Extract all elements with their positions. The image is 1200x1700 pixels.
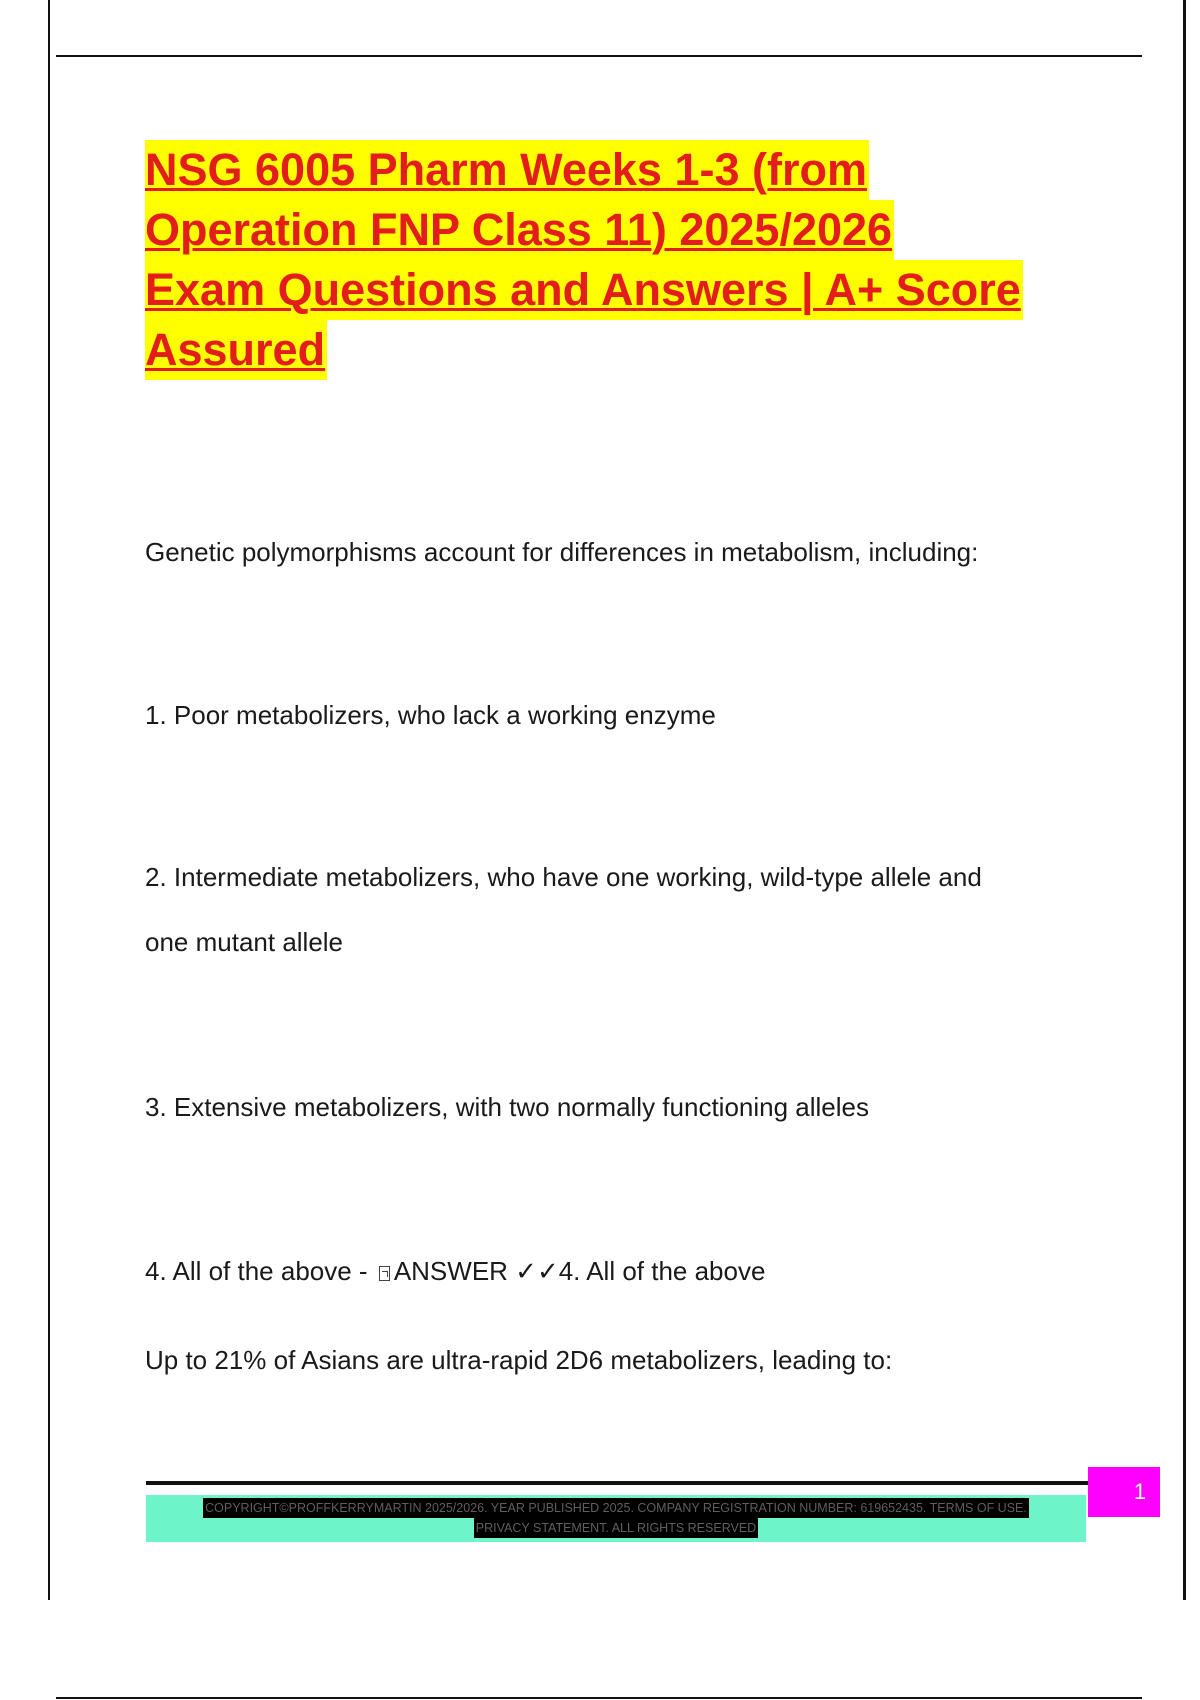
answer-option-2: 2. Intermediate metabolizers, who have one working, wild-type allele and (145, 862, 982, 892)
missing-glyph-icon (379, 1266, 390, 1281)
title-line: Assured (145, 320, 327, 380)
page-border-left (48, 0, 50, 1600)
answer-option-3: 3. Extensive metabolizers, with two normally functioning alleles (145, 1092, 870, 1122)
header-rule (56, 55, 1142, 57)
title-line: Exam Questions and Answers | A+ Score (145, 260, 1023, 320)
answer-option-4-text: 4. All of the above - (145, 1256, 375, 1286)
answer-option-2-continued: one mutant allele (145, 927, 344, 957)
answer-key: ANSWER ✓✓4. All of the above (393, 1256, 766, 1286)
copyright-footer (146, 1495, 1086, 1542)
question-stem: Genetic polymorphisms account for differences in metabolism, including: (145, 537, 979, 567)
title-line: NSG 6005 Pharm Weeks 1-3 (from (145, 140, 869, 200)
footer-rule (146, 1481, 1088, 1485)
page-number-badge: 1 (1088, 1467, 1160, 1517)
title-line: Operation FNP Class 11) 2025/2026 (145, 200, 894, 260)
answer-option-4 (145, 1256, 1105, 1287)
copyright-line-2: PRIVACY STATEMENT. ALL RIGHTS RESERVED (474, 1518, 758, 1538)
question-stem: Up to 21% of Asians are ultra-rapid 2D6 metabolizers, leading to: (145, 1345, 893, 1375)
document-title (145, 140, 1145, 380)
answer-option-1: 1. Poor metabolizers, who lack a working enzyme (145, 700, 716, 730)
next-page-rule (56, 1697, 1142, 1699)
page-border-right (1183, 0, 1186, 1600)
copyright-line-1: COPYRIGHT©PROFFKERRYMARTIN 2025/2026. YEAR PUBLISHED 2025. COMPANY REGISTRATION NUMBER: 619652435. TERMS OF USE. (203, 1498, 1029, 1518)
